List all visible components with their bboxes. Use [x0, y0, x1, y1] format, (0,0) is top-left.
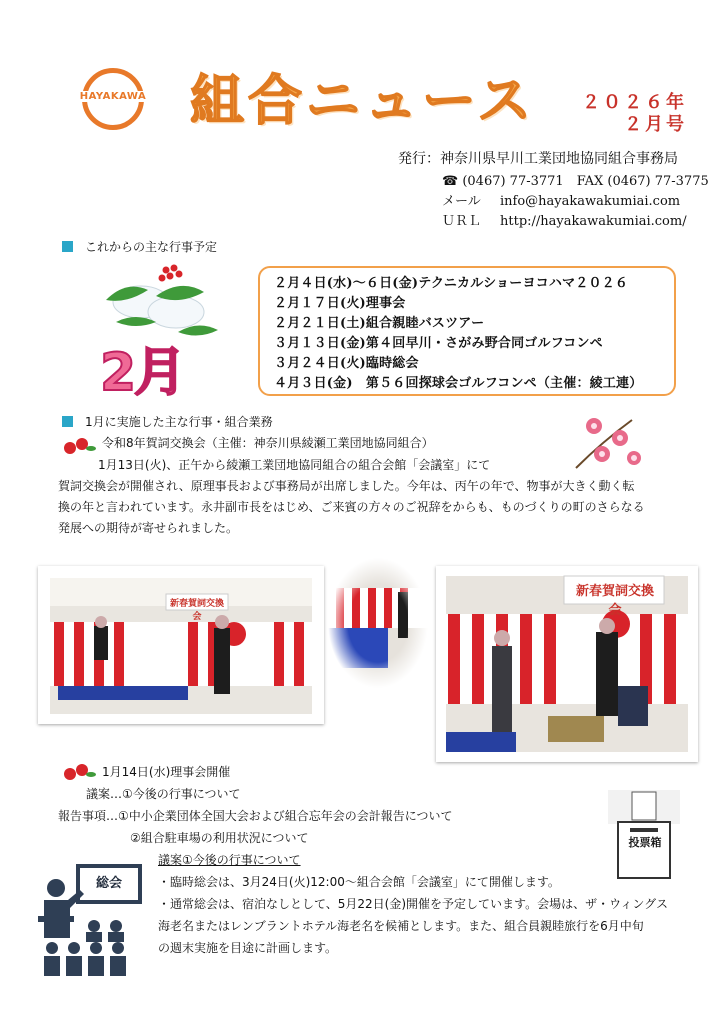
schedule-box [258, 266, 676, 396]
event-photo-1-image [38, 566, 324, 724]
board-sub-heading: 議案①今後の行事について [158, 853, 301, 867]
board-report-1: 報告事項…①中小企業団体全国大会および組合忘年会の会計報告について [58, 809, 453, 823]
email-link[interactable]: info@hayakawakumiai.com [500, 194, 681, 209]
ballot-label: 投票箱 [628, 836, 662, 849]
board-line: の週末実施を目途に計画します。 [158, 941, 338, 955]
publisher-url-row [442, 210, 687, 229]
schedule-item: ２月４日(水)～６日(金)テクニカルショーヨコハマ２０２６ [274, 276, 629, 291]
section-square-icon [62, 241, 73, 252]
january-heading [62, 413, 273, 430]
month-badge: 2月 [100, 343, 185, 403]
meeting-sign: 総会 [95, 876, 122, 891]
event-photo-3-image [436, 566, 698, 762]
issue-year: ２０２６年 [582, 92, 687, 113]
publisher-email-row [442, 190, 680, 209]
hayakawa-logo [79, 68, 147, 130]
paragraph-line: 1月13日(火)、正午から綾瀬工業団地協同組合の組合会館「会議室」にて [98, 458, 491, 472]
schedule-heading-text: これからの主な行事予定 [85, 240, 218, 254]
board-line: 海老名またはレンブラントホテル海老名を候補とします。また、組合員親睦旅行を6月中旬 [158, 919, 644, 933]
schedule-item: ４月３日(金) 第５６回探球会ゴルフコンペ（主催：綾工連） [274, 376, 643, 391]
url-label: ＵＲＬ [442, 214, 482, 229]
event-photo-2 [328, 558, 428, 688]
board-line: ・臨時総会は、3月24日(火)12:00～組合会館「会議室」にて開催します。 [158, 875, 560, 889]
newsletter-title: 組合ニュース [190, 69, 536, 132]
email-label: メール [442, 194, 481, 209]
board-title: 1月14日(水)理事会開催 [102, 765, 231, 779]
paragraph-line: 賀詞交換会が開催され、原理事長および事務局が出席しました。今年は、丙午の年で、物事が大きく動く転 [58, 479, 635, 493]
schedule-item: ３月２４日(火)臨時総会 [274, 356, 419, 371]
publisher-issuer: 発行：神奈川県早川工業団地協同組合事務局 [398, 151, 678, 167]
publisher-phone: ☎ (0467) 77-3771 FAX (0467) 77-3775 [442, 174, 709, 189]
issue-month: ２月号 [624, 114, 687, 135]
event-photo-1 [38, 566, 324, 724]
paragraph-line: 発展への期待が寄せられました。 [58, 521, 239, 535]
photo-banner-1: 新春賀詞交換会 [169, 599, 224, 622]
board-report-2: ②組合駐車場の利用状況について [130, 831, 309, 845]
schedule-heading [62, 238, 217, 255]
january-heading-text: 1月に実施した主な行事・組合業務 [85, 415, 273, 429]
url-link[interactable]: http://hayakawakumiai.com/ [500, 214, 687, 229]
board-agenda: 議案…①今後の行事について [86, 787, 241, 801]
schedule-item: ２月２１日(土)組合親睦バスツアー [274, 316, 485, 331]
schedule-item: ３月１３日(金)第４回早川・さがみ野合同ゴルフコンペ [274, 336, 603, 351]
plum-blossom-icon [572, 412, 648, 472]
issue-date [582, 92, 687, 136]
camellia-icon [62, 762, 96, 782]
logo-text: HAYAKAWA [77, 91, 149, 102]
photo-banner-2: 新春賀詞交換会 [575, 584, 654, 618]
section-square-icon [62, 416, 73, 427]
schedule-item: ２月１７日(火)理事会 [274, 296, 406, 311]
event-photo-3 [436, 566, 698, 762]
board-line: ・通常総会は、宿泊なしとして、5月22日(金)開催を予定しています。会場は、ザ・ウィングス [158, 897, 668, 911]
event-title: 令和8年賀詞交換会（主催：神奈川県綾瀬工業団地協同組合） [102, 436, 434, 450]
paragraph-line: 換の年と言われています。永井副市長をはじめ、ご来賓の方々のご祝辞をからも、ものづくりの町のさらなる [58, 500, 645, 514]
camellia-icon [62, 436, 96, 456]
